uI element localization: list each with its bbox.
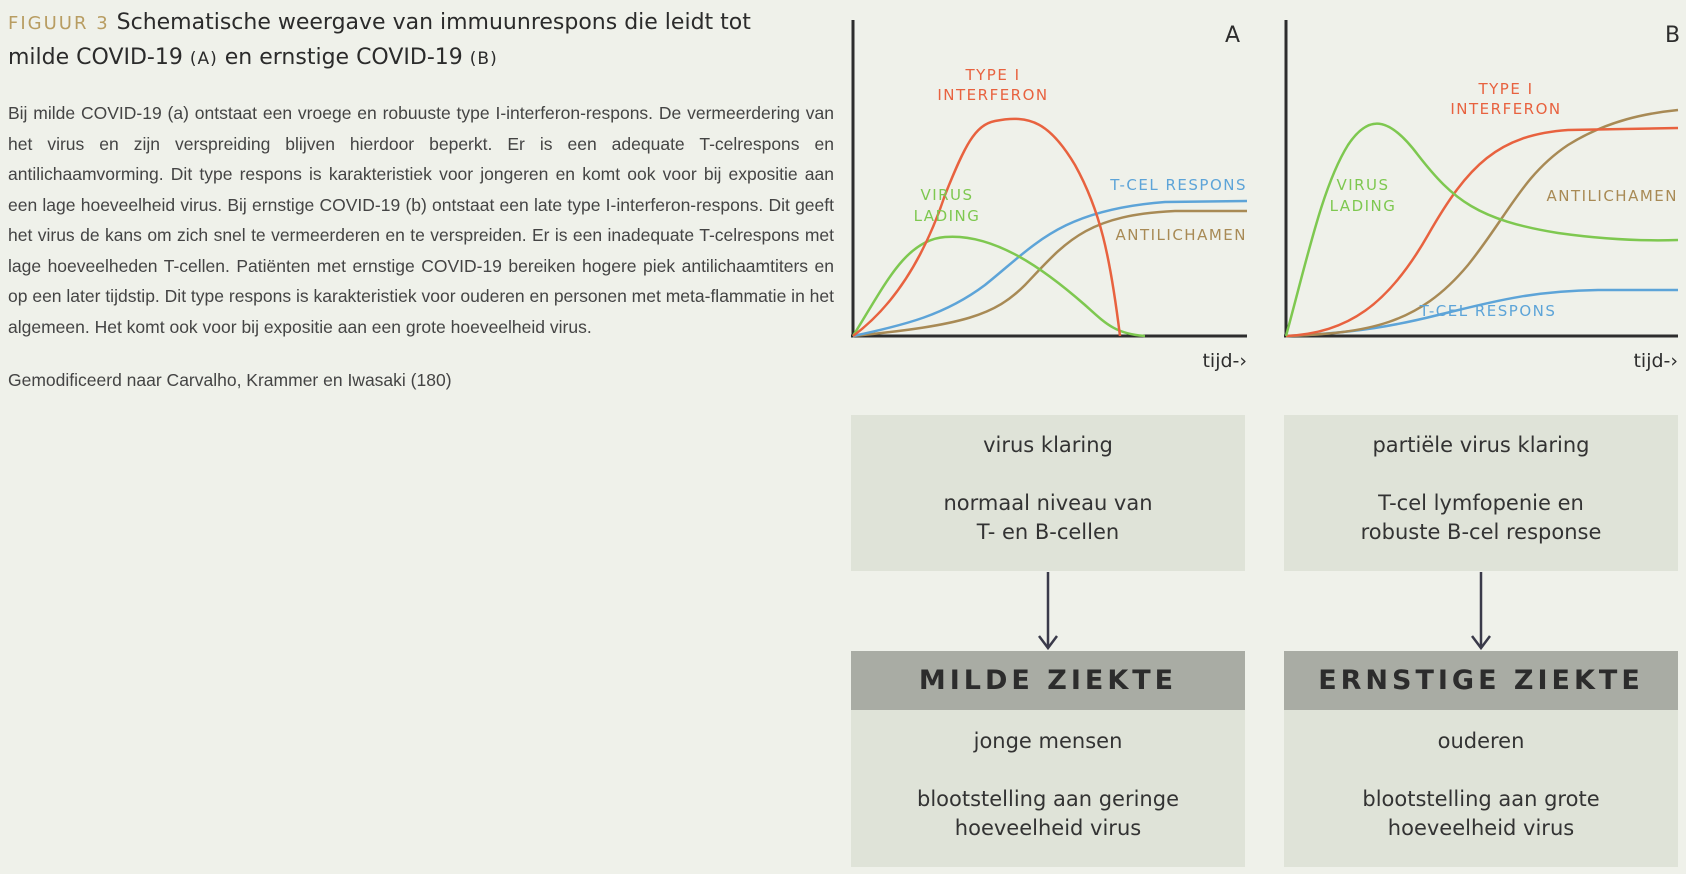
panel-b-interferon-label-2: INTERFERON — [1450, 100, 1562, 118]
panel-a-antilichamen-label: ANTILICHAMEN — [1115, 226, 1247, 244]
panel-b-outcome-header: ERNSTIGE ZIEKTE — [1284, 651, 1678, 710]
panel-b-detail-line-1: ouderen — [1437, 729, 1525, 753]
panel-b-info-line-3: robuste B-cel response — [1360, 520, 1602, 544]
panel-a-tcel-label: T-CEL RESPONS — [1110, 176, 1247, 194]
panel-a-arrow — [1038, 572, 1058, 652]
panel-b-x-label: tijd-› — [1633, 350, 1678, 372]
source-credit: Gemodificeerd naar Carvalho, Krammer en Iwasaki (180) — [8, 370, 452, 390]
panel-b-detail-box — [1284, 710, 1678, 867]
panel-a-outcome-header: MILDE ZIEKTE — [851, 651, 1245, 710]
panel-a-info-box — [851, 415, 1245, 571]
panel-b-letter: B — [1665, 23, 1681, 48]
panel-b-detail-line-2: blootstelling aan grote — [1362, 787, 1600, 811]
panel-b-info-box — [1284, 415, 1678, 571]
description-paragraph: Bij milde COVID-19 (a) ontstaat een vroege en robuuste type I-interferon-respons. De vermeerdering van het virus en zijn verspreiding blijven hierdoor beperkt. Er is een adequate T-celrespons en antilichaamvorming. Dit type respons is karakteristiek voor jongeren en komt ook voor bij expositie aan een lage hoeveelheid virus. Bij ernstige COVID-19 (b) ontstaat een late type I-interferon-respons. Dit geeft het virus de kans om zich snel te vermeerderen en te verspreiden. Er is een inadequate T-celrespons met lage hoeveelheden T-cellen. Patiënten met ernstige COVID-19 bereiken hogere piek antilichaamtiters en op een later tijdstip. Dit type respons is karakteristiek voor ouderen en personen met meta-flammatie in het algemeen. Het komt ook voor bij expositie aan een grote hoeveelheid virus. — [8, 103, 834, 337]
panel-a-virus-label-1: VIRUS — [920, 186, 974, 204]
panel-a-interferon-curve — [853, 119, 1120, 336]
panel-a-interferon-label-2: INTERFERON — [937, 86, 1049, 104]
panel-a-virus-label-2: LADING — [913, 207, 981, 225]
panel-a-detail-line-1: jonge mensen — [973, 729, 1123, 753]
title-text-1: Schematische weergave van immuunrespons die leidt tot milde COVID-19 — [8, 10, 751, 70]
panel-b-virus-label-1: VIRUS — [1336, 176, 1390, 194]
panel-a-info-line-1: virus klaring — [983, 433, 1113, 457]
panel-b-antilichamen-label: ANTILICHAMEN — [1546, 187, 1678, 205]
panel-a-detail-line-2: blootstelling aan geringe — [916, 787, 1179, 811]
panel-a-detail-box — [851, 710, 1245, 867]
panel-b-chart — [1278, 15, 1686, 380]
panel-a-x-label: tijd-› — [1202, 350, 1247, 372]
panel-a-letter: A — [1225, 23, 1241, 48]
title-text-2: en ernstige COVID-19 — [224, 45, 463, 70]
panel-a-interferon-label-1: TYPE I — [965, 66, 1021, 84]
panel-b-virus-label-2: LADING — [1329, 197, 1397, 215]
panel-a-info-line-2: normaal niveau van — [943, 491, 1153, 515]
panel-a-chart — [845, 15, 1260, 380]
panel-a-detail-line-3: hoeveelheid virus — [954, 816, 1142, 840]
panel-b-info-line-2: T-cel lymfopenie en — [1378, 491, 1584, 515]
panel-b-tcel-label: T-CEL RESPONS — [1419, 302, 1557, 320]
figure-label: FIGUUR 3 — [8, 13, 110, 34]
panel-a-info-line-3: T- en B-cellen — [976, 520, 1120, 544]
panel-b-interferon-label-1: TYPE I — [1478, 80, 1534, 98]
panel-b-info-line-1: partiële virus klaring — [1372, 433, 1590, 457]
panel-b-arrow — [1471, 572, 1491, 652]
title-a-marker: (A) — [189, 49, 218, 69]
panel-a-virus-curve — [853, 237, 1145, 336]
figure-title — [8, 6, 818, 76]
panel-b-detail-line-3: hoeveelheid virus — [1387, 816, 1575, 840]
title-b-marker: (B) — [469, 49, 498, 69]
